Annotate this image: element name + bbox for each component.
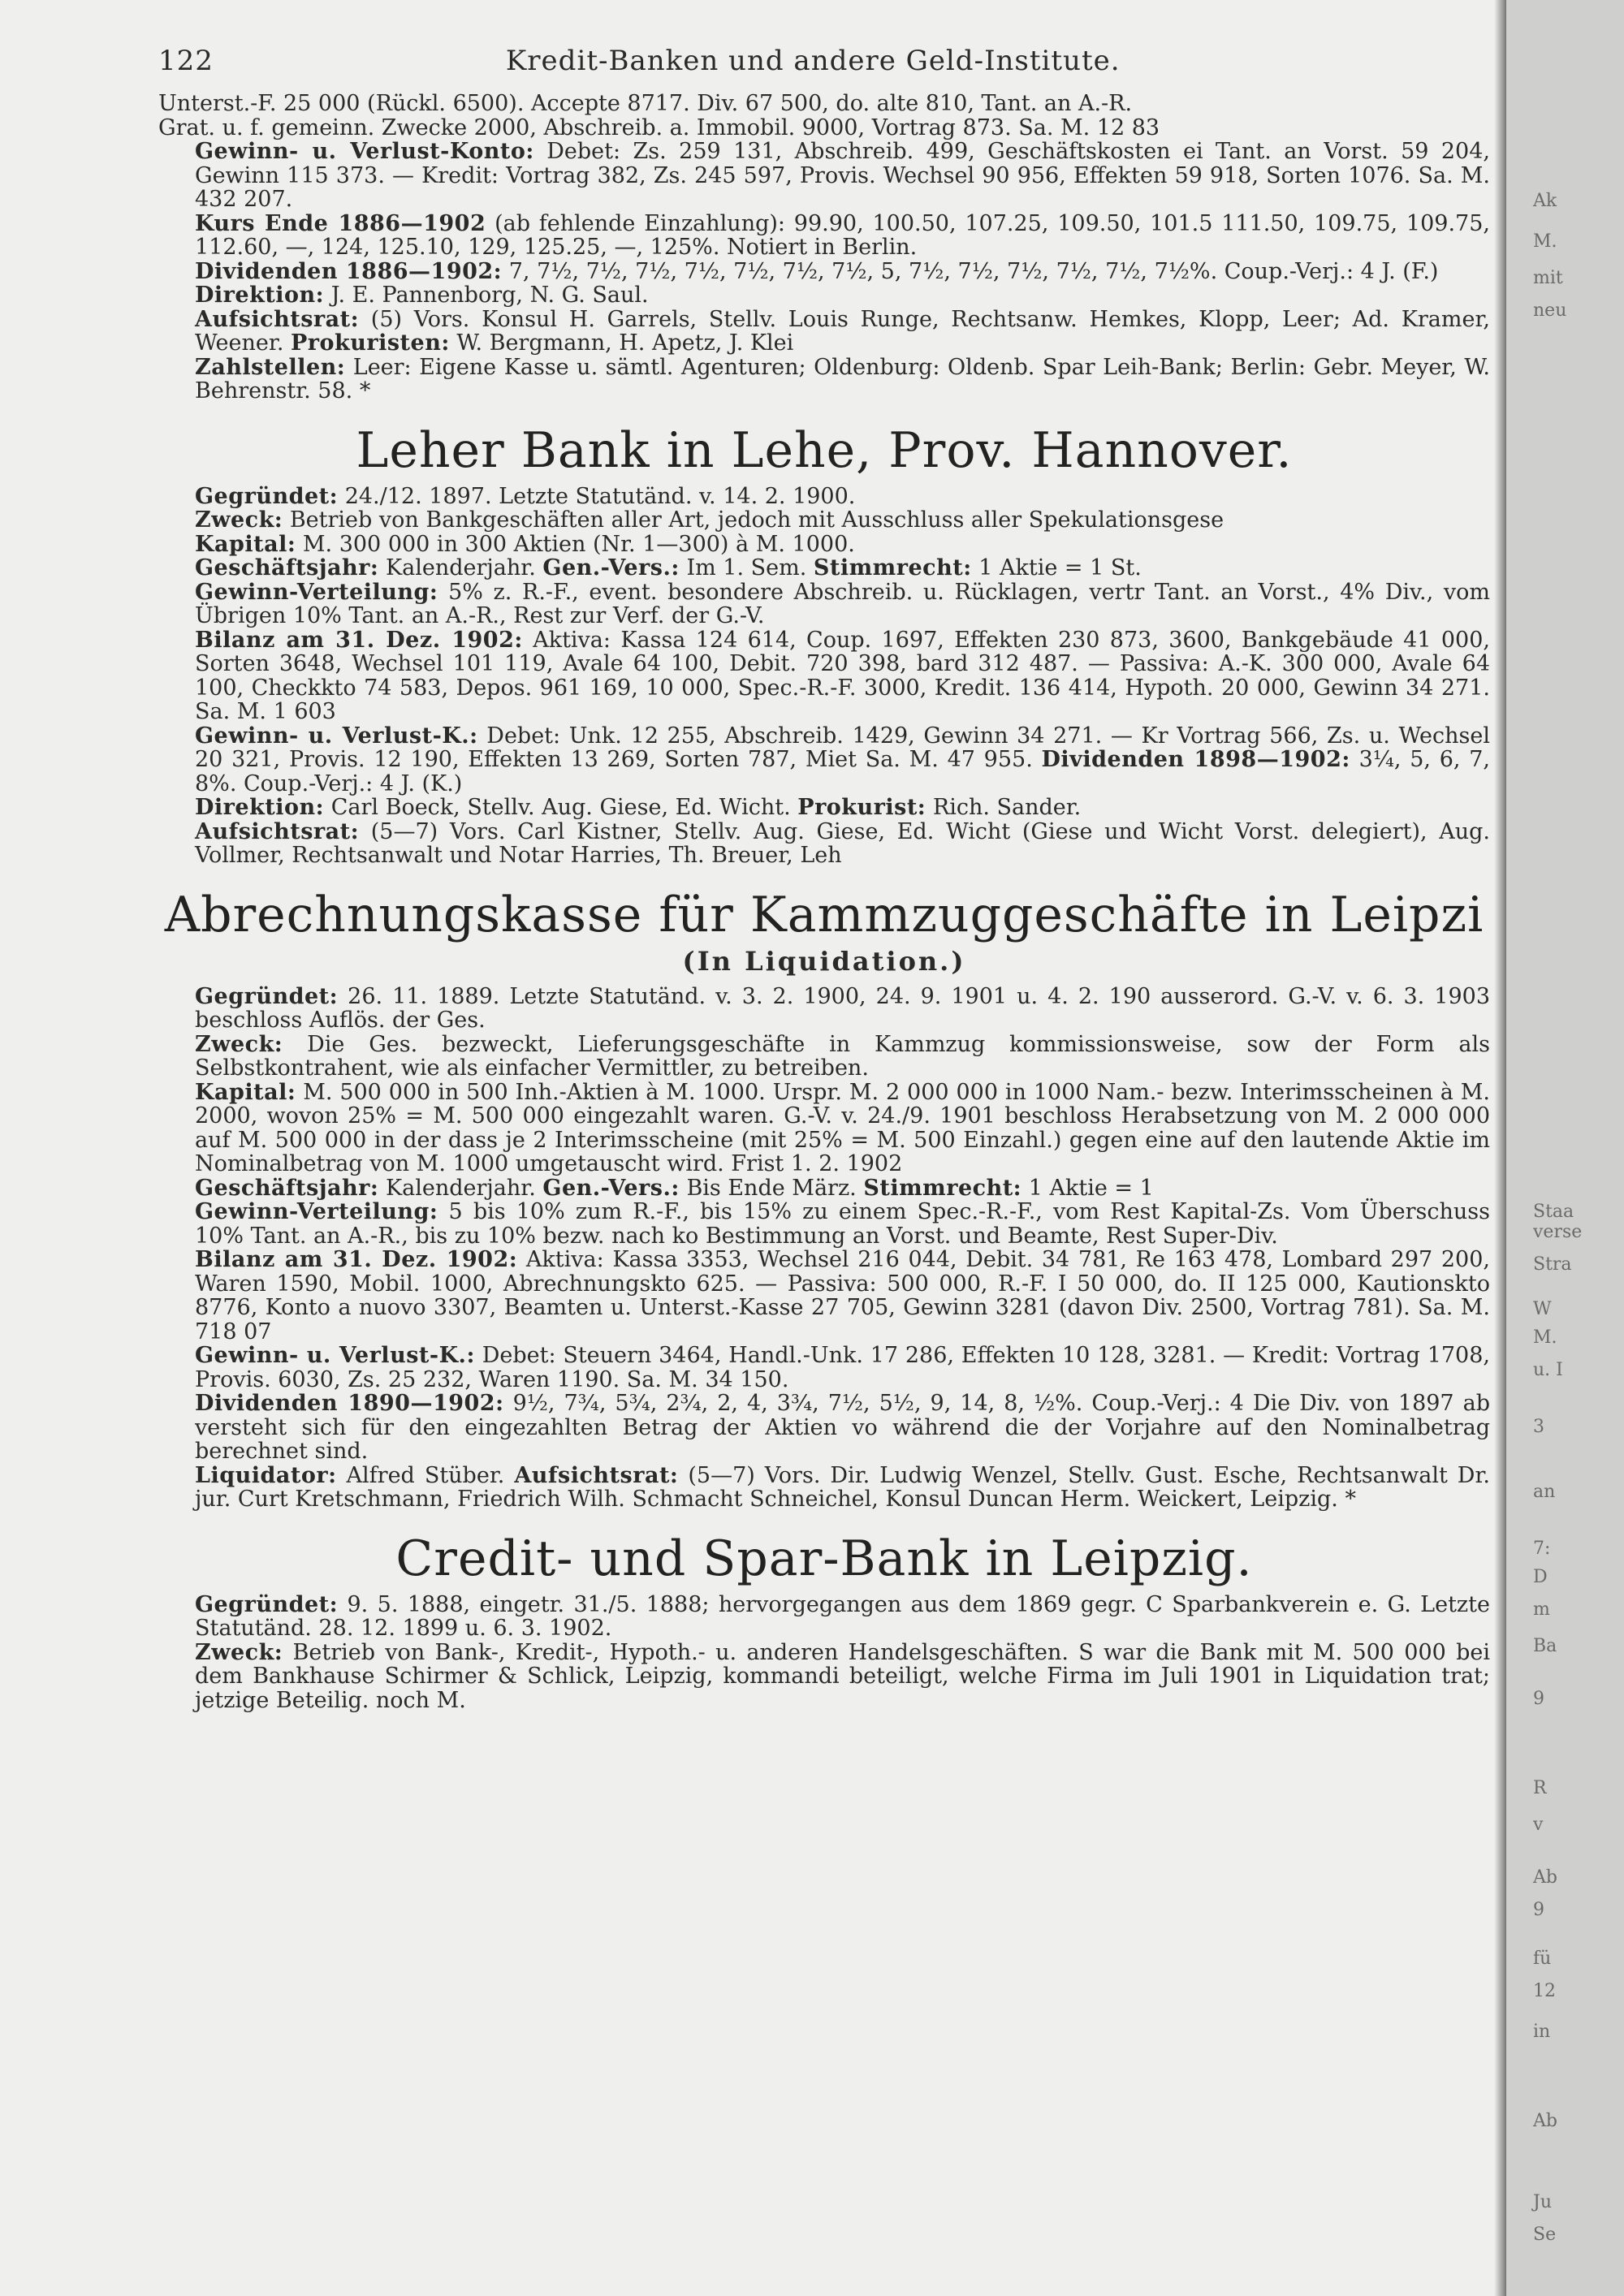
margin-fragment: M. <box>1533 1327 1557 1348</box>
leher-entry <box>158 724 1490 796</box>
value: Kalenderjahr. <box>385 1175 536 1201</box>
value: Leer: Eigene Kasse u. sämtl. Agenturen; Oldenburg: Oldenb. Spar Leih-Bank; Berlin: Gebr. Meyer, W. Behrenstr. 58. * <box>195 354 1490 404</box>
margin-fragment: verse <box>1533 1222 1583 1242</box>
value: 9. 5. 1888, eingetr. 31./5. 1888; hervorgegangen aus dem 1869 gegr. C Sparbankverein e. G. Letzte Statutänd. 28. 12. 1899 u. 6. 3. 1902. <box>195 1591 1490 1641</box>
leer-kurs <box>158 212 1490 260</box>
value: Rich. Sander. <box>932 795 1082 820</box>
label: Geschäftsjahr: <box>195 1175 379 1201</box>
value: 5 bis 10% zum R.-F., bis 15% zu einem Spec.-R.-F., vom Rest Kapital-Zs. Vom Überschuss 10% Tant. an A.-R., bis zu 10% bezw. nach ko Bestimmung an Vorst. und Beamte, Rest Super-Div. <box>195 1199 1490 1249</box>
margin-fragment: 12 <box>1533 1981 1556 2001</box>
abrechnung-entries <box>158 985 1490 1512</box>
leher-entry <box>158 820 1490 868</box>
value: 5% z. R.-F., event. besondere Abschreib. u. Rücklagen, vertr Tant. an Vorst., 4% Div., vom Übrigen 10% Tant. an A.-R., Rest zur Verf. der G.-V. <box>195 579 1490 628</box>
label: Direktion: <box>195 283 325 308</box>
value: 3¼, 5, 6, 7, 8%. Coup.-Verj.: 4 J. (K.) <box>195 747 1490 796</box>
label: Dividenden 1898—1902: <box>1041 747 1350 772</box>
margin-fragment: Ab <box>1533 1867 1557 1888</box>
label: Gen.-Vers.: <box>542 555 680 580</box>
label: Zahlstellen: <box>195 354 346 380</box>
label: Dividenden 1890—1902: <box>195 1391 504 1416</box>
value: 1 Aktie = 1 St. <box>978 555 1142 580</box>
label: Gewinn- u. Verlust-Konto: <box>195 139 534 164</box>
leher-entry <box>158 628 1490 724</box>
value: 9½, 7¾, 5¾, 2¾, 2, 4, 3¾, 7½, 5½, 9, 14, 8, ½%. Coup.-Verj.: 4 Die Div. von 1897 ab versteht sich für den eingezahlten Betrag der Aktien vo während die der Vorjahre auf den Nominalbetrag berechnet sind. <box>195 1391 1490 1464</box>
leer-aufsichtsrat <box>158 308 1490 356</box>
margin-fragment: u. I <box>1533 1360 1563 1380</box>
value: Alfred Stüber. <box>346 1462 505 1488</box>
margin-fragment: m <box>1533 1599 1550 1620</box>
value: (ab fehlende Einzahlung): 99.90, 100.50, 107.25, 109.50, 101.5 111.50, 109.75, 109.75, 112.60, —, 124, 125.10, 129, 125.25, —, 125%. Notiert in Berlin. <box>195 210 1490 260</box>
leher-entry <box>158 508 1490 533</box>
abrechnung-entry <box>158 1200 1490 1248</box>
label: Zweck: <box>195 1031 283 1057</box>
label: Zweck: <box>195 1639 283 1665</box>
margin-fragment: 7: <box>1533 1539 1551 1559</box>
margin-fragment: in <box>1533 2022 1551 2042</box>
label: Prokuristen: <box>291 330 450 356</box>
value: 7, 7½, 7½, 7½, 7½, 7½, 7½, 7½, 5, 7½, 7½, 7½, 7½, 7½, 7½%. Coup.-Verj.: 4 J. (F.) <box>508 258 1439 284</box>
leher-entry <box>158 485 1490 509</box>
abrechnung-entry <box>158 985 1490 1033</box>
label: Gegründet: <box>195 983 339 1009</box>
adjacent-page-fragments <box>1527 0 1616 2296</box>
margin-fragment: Stra <box>1533 1254 1572 1275</box>
margin-fragment: fü <box>1533 1949 1552 1969</box>
label: Kapital: <box>195 1079 296 1105</box>
page-number: 122 <box>158 45 214 77</box>
label: Aufsichtsrat: <box>195 818 360 844</box>
credit-entry <box>158 1641 1490 1713</box>
leher-entry <box>158 796 1490 820</box>
label: Gegründet: <box>195 1591 339 1617</box>
leer-gewinn <box>158 140 1490 212</box>
abrechnung-entry <box>158 1176 1490 1201</box>
label: Direktion: <box>195 795 325 820</box>
leher-entries <box>158 485 1490 868</box>
margin-fragment: 3 <box>1533 1417 1544 1437</box>
leer-direktion <box>158 283 1490 308</box>
label: Aufsichtsrat: <box>195 306 360 332</box>
label: Dividenden 1886—1902: <box>195 258 503 284</box>
value: Debet: Steuern 3464, Handl.-Unk. 17 286, Effekten 10 128, 3281. — Kredit: Vortrag 1708, Provis. 6030, Zs. 25 232, Waren 1190. Sa. M. 34 150. <box>195 1343 1490 1392</box>
label: Liquidator: <box>195 1462 337 1488</box>
value: (5—7) Vors. Dir. Ludwig Wenzel, Stellv. Gust. Esche, Rechtsanwalt Dr. jur. Curt Kretschmann, Friedrich Wilh. Schmacht Schneichel, Konsul Duncan Herm. Weickert, Leipzig. * <box>195 1462 1490 1512</box>
label: Gewinn-Verteilung: <box>195 1199 438 1224</box>
value: J. E. Pannenborg, N. G. Saul. <box>330 283 649 308</box>
leer-zahlstellen <box>158 356 1490 404</box>
margin-fragment: Ju <box>1533 2192 1552 2212</box>
label: Stimmrecht: <box>813 555 972 580</box>
value: Betrieb von Bank-, Kredit-, Hypoth.- u. anderen Handelsgeschäften. S war die Bank mit M. 500 000 bei dem Bankhause Schirmer & Schlick, Leipzig, kommandi beteiligt, welche Firma im Juli 1901 in Liquidation trat; jetzige Beteilig. noch M. <box>195 1639 1490 1713</box>
leher-entry <box>158 580 1490 628</box>
value: 1 Aktie = 1 <box>1028 1175 1154 1201</box>
margin-fragment: mit <box>1533 268 1563 288</box>
label: Gen.-Vers.: <box>542 1175 680 1201</box>
value: (5) Vors. Konsul H. Garrels, Stellv. Louis Runge, Rechtsanw. Hemkes, Klopp, Leer; Ad. Kramer, Weener. <box>195 306 1490 356</box>
value: Debet: Unk. 12 255, Abschreib. 1429, Gewinn 34 271. — Kr Vortrag 566, Zs. u. Wechsel 20 321, Provis. 12 190, Effekten 13 269, Sorten 787, Miet Sa. M. 47 955. <box>195 723 1490 772</box>
leher-entry <box>158 533 1490 557</box>
section-subtitle: (In Liquidation.) <box>682 945 966 977</box>
abrechnung-entry <box>158 1344 1490 1392</box>
value: Bis Ende März. <box>686 1175 857 1201</box>
abrechnung-entry <box>158 1464 1490 1512</box>
margin-fragment: Ba <box>1533 1636 1557 1656</box>
value: M. 300 000 in 300 Aktien (Nr. 1—300) à M. 1000. <box>302 531 855 557</box>
section-title-abrechnung: Abrechnungskasse für Kammzuggeschäfte in Leipzi <box>164 886 1484 943</box>
leher-entry <box>158 556 1490 580</box>
value: W. Bergmann, H. Apetz, J. Klei <box>456 330 794 356</box>
label: Gewinn-Verteilung: <box>195 579 438 605</box>
label: Kapital: <box>195 531 296 557</box>
margin-fragment: Staa <box>1533 1202 1574 1222</box>
margin-fragment: an <box>1533 1482 1556 1502</box>
label: Stimmrecht: <box>863 1175 1022 1201</box>
margin-fragment: M. <box>1533 231 1557 252</box>
leer-dividenden <box>158 260 1490 284</box>
value: 24./12. 1897. Letzte Statutänd. v. 14. 2. 1900. <box>344 483 856 509</box>
margin-fragment: 9 <box>1533 1900 1544 1920</box>
margin-fragment: R <box>1533 1778 1547 1798</box>
value: Aktiva: Kassa 124 614, Coup. 1697, Effekten 230 873, 3600, Bankgebäude 41 000, Sorten 3648, Wechsel 101 119, Avale 64 100, Debit. 720 398, bard 312 487. — Passiva: A.-K. 300 000, Avale 64 100, Checkkto 74 583, Depos. 961 169, 10 000, Spec.-R.-F. 3000, Kredit. 136 414, Hypoth. 20 000, Gewinn 34 271. Sa. M. 1 603 <box>195 627 1490 724</box>
credit-entry <box>158 1593 1490 1641</box>
abrechnung-entry <box>158 1081 1490 1176</box>
value: Die Ges. bezweckt, Lieferungsgeschäfte in Kammzug kommissionsweise, sow der Form als Selbstkontrahent, wie als einfacher Vermittler, zu betreiben. <box>195 1031 1490 1081</box>
intro-line: Unterst.-F. 25 000 (Rückl. 6500). Accepte 8717. Div. 67 500, do. alte 810, Tant. an A.-R. <box>158 91 1133 116</box>
margin-fragment: 9 <box>1533 1689 1544 1709</box>
value: Carl Boeck, Stellv. Aug. Giese, Ed. Wicht. <box>330 795 791 820</box>
credit-entries <box>158 1593 1490 1713</box>
abrechnung-entry <box>158 1248 1490 1344</box>
label: Geschäftsjahr: <box>195 555 379 580</box>
margin-fragment: neu <box>1533 300 1567 321</box>
label: Gewinn- u. Verlust-K.: <box>195 1343 475 1368</box>
intro-line: Grat. u. f. gemeinn. Zwecke 2000, Abschreib. a. Immobil. 9000, Vortrag 873. Sa. M. 12 83 <box>158 114 1160 140</box>
page-header <box>158 45 1490 77</box>
document-body <box>158 45 1490 1712</box>
value: 26. 11. 1889. Letzte Statutänd. v. 3. 2. 1900, 24. 9. 1901 u. 4. 2. 190 ausserord. G.-V. v. 6. 3. 1903 beschloss Auflös. der Ges. <box>195 983 1490 1033</box>
label: Gegründet: <box>195 483 339 509</box>
label: Bilanz am 31. Dez. 1902: <box>195 1247 518 1272</box>
value: Betrieb von Bankgeschäften aller Art, jedoch mit Ausschluss aller Spekulationsgese <box>289 507 1224 533</box>
value: (5—7) Vors. Carl Kistner, Stellv. Aug. Giese, Ed. Wicht (Giese und Wicht Vorst. delegiert), Aug. Vollmer, Rechtsanwalt und Notar Harries, Th. Breuer, Leh <box>195 818 1490 868</box>
value: Aktiva: Kassa 3353, Wechsel 216 044, Debit. 34 781, Re 163 478, Lombard 297 200, Waren 1590, Mobil. 1000, Abrechnungskto 625. — Passiva: 500 000, R.-F. I 50 000, do. II 125 000, Kautionskto 8776, Konto a nuovo 3307, Beamten u. Unterst.-Kasse 27 705, Gewinn 3281 (davon Div. 2500, Vortrag 781). Sa. M. 718 07 <box>195 1247 1490 1344</box>
value: Im 1. Sem. <box>686 555 807 580</box>
value: Debet: Zs. 259 131, Abschreib. 499, Geschäftskosten ei Tant. an Vorst. 59 204, Gewinn 115 373. — Kredit: Vortrag 382, Zs. 245 597, Provis. Wechsel 90 956, Effekten 59 918, Sorten 1076. Sa. M. 432 207. <box>195 139 1490 212</box>
label: Kurs Ende 1886—1902 <box>195 210 486 236</box>
value: M. 500 000 in 500 Inh.-Aktien à M. 1000. Urspr. M. 2 000 000 in 1000 Nam.- bezw. Interimsscheinen à M. 2000, wovon 25% = M. 500 000 eingezahlt waren. G.-V. v. 24./9. 1901 beschloss Herabsetzung von M. 2 000 000 auf M. 500 000 in der dass je 2 Interimsscheine (mit 25% = M. 500 Einzahl.) gegen eine auf den lautende Aktie im Nominalbetrag von M. 1000 umgetauscht wird. Frist 1. 2. 1902 <box>195 1079 1490 1176</box>
label: Aufsichtsrat: <box>514 1462 679 1488</box>
label: Prokurist: <box>797 795 926 820</box>
running-title: Kredit-Banken und andere Geld-Institute. <box>505 45 1121 77</box>
label: Zweck: <box>195 507 283 533</box>
section-title-credit: Credit- und Spar-Bank in Leipzig. <box>395 1530 1253 1587</box>
value: Kalenderjahr. <box>385 555 536 580</box>
label: Bilanz am 31. Dez. 1902: <box>195 627 523 653</box>
section-title-leher: Leher Bank in Lehe, Prov. Hannover. <box>356 421 1293 479</box>
label: Gewinn- u. Verlust-K.: <box>195 723 478 749</box>
margin-fragment: Se <box>1533 2225 1557 2245</box>
abrechnung-entry <box>158 1033 1490 1081</box>
margin-fragment: Ak <box>1533 191 1557 211</box>
margin-fragment: Ab <box>1533 2111 1557 2131</box>
abrechnung-entry <box>158 1392 1490 1464</box>
margin-fragment: D <box>1533 1567 1548 1587</box>
margin-fragment: W <box>1533 1299 1552 1319</box>
margin-fragment: v <box>1533 1815 1544 1835</box>
